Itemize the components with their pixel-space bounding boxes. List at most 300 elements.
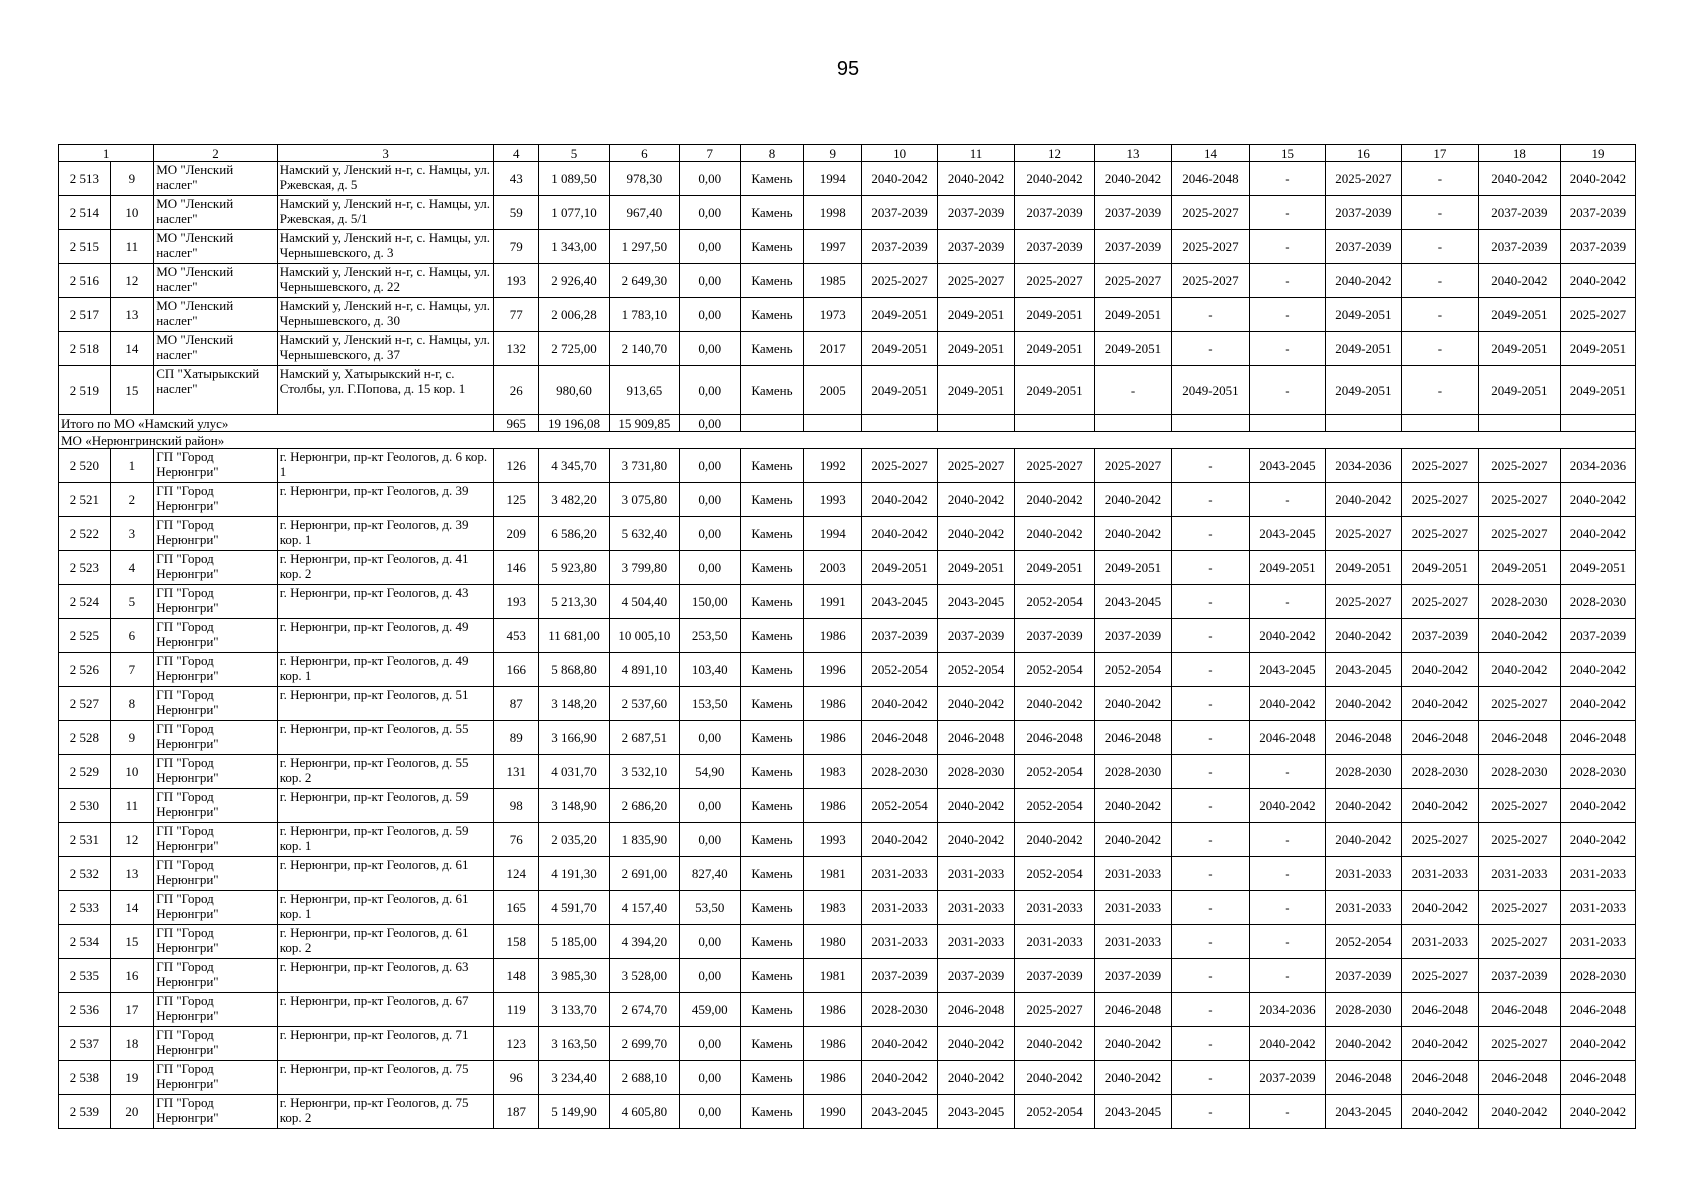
table-cell: 2049-2051	[1095, 298, 1172, 332]
table-cell: Камень	[740, 366, 804, 415]
table-cell: г. Нерюнгри, пр-кт Геологов, д. 59	[277, 789, 494, 823]
table-cell: 2031-2033	[1325, 891, 1401, 925]
table-cell: 2028-2030	[1325, 755, 1401, 789]
table-cell: 2040-2042	[1401, 653, 1478, 687]
table-cell: 2052-2054	[1015, 585, 1095, 619]
table-cell: 150,00	[679, 585, 740, 619]
page-number: 95	[836, 58, 860, 80]
table-cell: 2025-2027	[1478, 925, 1560, 959]
table-cell: 4 504,40	[609, 585, 679, 619]
column-number-header: 7	[679, 145, 740, 162]
table-cell: 2052-2054	[1015, 789, 1095, 823]
table-cell: ГП "Город Нерюнгри"	[154, 687, 278, 721]
table-cell: 2037-2039	[1325, 196, 1401, 230]
table-cell: Камень	[740, 517, 804, 551]
table-row	[59, 298, 1636, 332]
table-cell: 2040-2042	[1015, 1061, 1095, 1095]
table-cell: 2049-2051	[1015, 332, 1095, 366]
table-cell: 2040-2042	[1325, 264, 1401, 298]
table-cell: 2049-2051	[1015, 551, 1095, 585]
empty-cell	[1560, 415, 1635, 432]
table-cell: 5 923,80	[539, 551, 610, 585]
table-cell: ГП "Город Нерюнгри"	[154, 891, 278, 925]
table-cell: Намский у, Ленский н-г, с. Намцы, ул. Ржевская, д. 5/1	[277, 196, 494, 230]
table-cell: г. Нерюнгри, пр-кт Геологов, д. 55 кор. 2	[277, 755, 494, 789]
table-row	[59, 230, 1636, 264]
table-cell: 2040-2042	[862, 517, 938, 551]
table-cell: 2031-2033	[1560, 857, 1635, 891]
table-cell: ГП "Город Нерюнгри"	[154, 483, 278, 517]
table-cell: 2025-2027	[1325, 162, 1401, 196]
table-cell: г. Нерюнгри, пр-кт Геологов, д. 39	[277, 483, 494, 517]
table-cell: 2046-2048	[1560, 1061, 1635, 1095]
table-cell: 2 699,70	[609, 1027, 679, 1061]
table-cell: 2040-2042	[1560, 823, 1635, 857]
table-cell: 2040-2042	[938, 1027, 1015, 1061]
table-cell: -	[1171, 755, 1249, 789]
table-cell: 2031-2033	[938, 891, 1015, 925]
table-cell: г. Нерюнгри, пр-кт Геологов, д. 67	[277, 993, 494, 1027]
table-cell: 2040-2042	[1325, 789, 1401, 823]
table-cell: -	[1171, 653, 1249, 687]
table-cell: Намский у, Хатырыкский н-г, с. Столбы, ул. Г.Попова, д. 15 кор. 1	[277, 366, 494, 415]
table-cell: 2040-2042	[1560, 687, 1635, 721]
table-cell: 0,00	[679, 230, 740, 264]
table-row	[59, 619, 1636, 653]
table-cell: г. Нерюнгри, пр-кт Геологов, д. 59 кор. 1	[277, 823, 494, 857]
table-cell: 2037-2039	[1560, 196, 1635, 230]
table-cell: 2037-2039	[938, 619, 1015, 653]
column-number-header: 15	[1249, 145, 1325, 162]
table-cell: 3 731,80	[609, 449, 679, 483]
table-cell: 18	[110, 1027, 154, 1061]
table-cell: 2040-2042	[938, 162, 1015, 196]
table-cell: -	[1401, 264, 1478, 298]
table-cell: 2 527	[59, 687, 111, 721]
table-cell: 2037-2039	[1015, 959, 1095, 993]
table-cell: 2037-2039	[1560, 619, 1635, 653]
table-cell: 2037-2039	[1478, 196, 1560, 230]
table-cell: 2034-2036	[1560, 449, 1635, 483]
table-cell: 2025-2027	[862, 264, 938, 298]
table-cell: ГП "Город Нерюнгри"	[154, 959, 278, 993]
table-cell: -	[1171, 449, 1249, 483]
table-cell: 253,50	[679, 619, 740, 653]
table-cell: 2052-2054	[862, 653, 938, 687]
table-cell: Намский у, Ленский н-г, с. Намцы, ул. Ржевская, д. 5	[277, 162, 494, 196]
table-cell: 2037-2039	[1015, 196, 1095, 230]
table-cell: -	[1401, 230, 1478, 264]
table-cell: 2046-2048	[1560, 721, 1635, 755]
table-cell: 2025-2027	[938, 449, 1015, 483]
table-cell: 4	[110, 551, 154, 585]
table-cell: 2031-2033	[1325, 857, 1401, 891]
table-cell: 2049-2051	[938, 298, 1015, 332]
table-cell: 79	[494, 230, 539, 264]
table-cell: 3	[110, 517, 154, 551]
table-cell: 1 343,00	[539, 230, 610, 264]
table-cell: 2 536	[59, 993, 111, 1027]
table-cell: 2031-2033	[938, 925, 1015, 959]
table-cell: 10 005,10	[609, 619, 679, 653]
column-number-header: 16	[1325, 145, 1401, 162]
empty-cell	[804, 415, 862, 432]
table-cell: 2025-2027	[1478, 823, 1560, 857]
section-title: МО «Нерюнгринский район»	[59, 432, 1636, 449]
table-cell: 2040-2042	[1560, 264, 1635, 298]
table-cell: 77	[494, 298, 539, 332]
table-cell: 2037-2039	[1401, 619, 1478, 653]
table-cell: ГП "Город Нерюнгри"	[154, 517, 278, 551]
table-cell: 2040-2042	[1015, 517, 1095, 551]
table-cell: 2040-2042	[1478, 619, 1560, 653]
column-number-header: 8	[740, 145, 804, 162]
table-cell: ГП "Город Нерюнгри"	[154, 857, 278, 891]
table-cell: 2040-2042	[862, 162, 938, 196]
table-cell: 2040-2042	[1095, 789, 1172, 823]
table-cell: 2 514	[59, 196, 111, 230]
table-cell: 2043-2045	[938, 585, 1015, 619]
table-cell: 0,00	[679, 483, 740, 517]
table-cell: -	[1401, 332, 1478, 366]
table-cell: 2 518	[59, 332, 111, 366]
table-cell: 1983	[804, 755, 862, 789]
table-cell: Намский у, Ленский н-г, с. Намцы, ул. Чернышевского, д. 3	[277, 230, 494, 264]
table-cell: 2040-2042	[938, 823, 1015, 857]
table-cell: 1986	[804, 619, 862, 653]
table-cell: 5 632,40	[609, 517, 679, 551]
table-cell: 1 077,10	[539, 196, 610, 230]
table-cell: 2040-2042	[1095, 823, 1172, 857]
table-cell: 17	[110, 993, 154, 1027]
table-cell: 3 234,40	[539, 1061, 610, 1095]
table-cell: 2 649,30	[609, 264, 679, 298]
table-row	[59, 653, 1636, 687]
table-cell: -	[1171, 891, 1249, 925]
summary-value: 0,00	[679, 415, 740, 432]
table-cell: 2025-2027	[1478, 449, 1560, 483]
table-row	[59, 959, 1636, 993]
table-cell: 2031-2033	[1095, 891, 1172, 925]
table-cell: 2037-2039	[1015, 619, 1095, 653]
table-cell: 2049-2051	[1015, 298, 1095, 332]
table-cell: 1986	[804, 1027, 862, 1061]
table-cell: 2040-2042	[1401, 891, 1478, 925]
table-cell: 2046-2048	[1171, 162, 1249, 196]
table-cell: г. Нерюнгри, пр-кт Геологов, д. 75	[277, 1061, 494, 1095]
table-cell: 2025-2027	[1015, 449, 1095, 483]
summary-value: 19 196,08	[539, 415, 610, 432]
table-cell: ГП "Город Нерюнгри"	[154, 755, 278, 789]
table-cell: 158	[494, 925, 539, 959]
table-cell: 89	[494, 721, 539, 755]
table-cell: 2043-2045	[1095, 585, 1172, 619]
table-cell: 2049-2051	[862, 551, 938, 585]
table-cell: 2031-2033	[1560, 925, 1635, 959]
table-cell: 148	[494, 959, 539, 993]
table-cell: 2049-2051	[1325, 332, 1401, 366]
table-cell: 96	[494, 1061, 539, 1095]
table-cell: 2 515	[59, 230, 111, 264]
table-cell: 2040-2042	[938, 517, 1015, 551]
table-cell: 2 532	[59, 857, 111, 891]
table-cell: 13	[110, 298, 154, 332]
table-cell: 5	[110, 585, 154, 619]
table-cell: 2028-2030	[1560, 755, 1635, 789]
table-cell: 2025-2027	[1401, 823, 1478, 857]
table-cell: Камень	[740, 196, 804, 230]
table-cell: Камень	[740, 1095, 804, 1129]
table-cell: 3 528,00	[609, 959, 679, 993]
table-cell: 3 075,80	[609, 483, 679, 517]
table-cell: 2025-2027	[1478, 687, 1560, 721]
table-cell: Камень	[740, 264, 804, 298]
table-cell: 2040-2042	[1401, 1095, 1478, 1129]
table-cell: 2040-2042	[1095, 162, 1172, 196]
table-cell: 2 529	[59, 755, 111, 789]
table-cell: Намский у, Ленский н-г, с. Намцы, ул. Чернышевского, д. 22	[277, 264, 494, 298]
table-cell: 2037-2039	[1095, 196, 1172, 230]
table-cell: 978,30	[609, 162, 679, 196]
table-row	[59, 162, 1636, 196]
table-cell: ГП "Город Нерюнгри"	[154, 993, 278, 1027]
table-cell: 0,00	[679, 925, 740, 959]
column-number-header: 17	[1401, 145, 1478, 162]
table-cell: 1983	[804, 891, 862, 925]
table-cell: 2043-2045	[862, 585, 938, 619]
table-cell: 1 835,90	[609, 823, 679, 857]
table-cell: 2049-2051	[862, 366, 938, 415]
table-cell: -	[1095, 366, 1172, 415]
table-cell: 2031-2033	[1478, 857, 1560, 891]
table-cell: 0,00	[679, 449, 740, 483]
table-cell: Камень	[740, 959, 804, 993]
table-cell: 2031-2033	[1401, 925, 1478, 959]
table-cell: 2037-2039	[862, 619, 938, 653]
table-cell: -	[1401, 366, 1478, 415]
table-cell: 2040-2042	[862, 483, 938, 517]
table-cell: г. Нерюнгри, пр-кт Геологов, д. 49	[277, 619, 494, 653]
table-cell: -	[1249, 366, 1325, 415]
column-number-header: 5	[539, 145, 610, 162]
table-cell: 2046-2048	[1401, 993, 1478, 1027]
summary-value: 15 909,85	[609, 415, 679, 432]
table-cell: 2040-2042	[1015, 1027, 1095, 1061]
table-cell: 0,00	[679, 959, 740, 993]
table-row	[59, 264, 1636, 298]
table-cell: Камень	[740, 551, 804, 585]
table-row	[59, 823, 1636, 857]
table-cell: 5 213,30	[539, 585, 610, 619]
table-cell: 3 148,20	[539, 687, 610, 721]
column-number-header: 10	[862, 145, 938, 162]
table-cell: 2037-2039	[1095, 619, 1172, 653]
table-cell: г. Нерюнгри, пр-кт Геологов, д. 71	[277, 1027, 494, 1061]
table-cell: 12	[110, 264, 154, 298]
table-cell: -	[1249, 823, 1325, 857]
table-cell: 2025-2027	[1171, 230, 1249, 264]
table-cell: 9	[110, 721, 154, 755]
table-cell: 5 149,90	[539, 1095, 610, 1129]
table-cell: -	[1171, 823, 1249, 857]
table-cell: 2049-2051	[1560, 366, 1635, 415]
table-row	[59, 891, 1636, 925]
table-cell: 2040-2042	[1401, 1027, 1478, 1061]
table-cell: 14	[110, 891, 154, 925]
table-cell: 2040-2042	[1095, 1027, 1172, 1061]
table-cell: -	[1249, 230, 1325, 264]
table-cell: 59	[494, 196, 539, 230]
table-cell: 2040-2042	[1249, 1027, 1325, 1061]
table-cell: 2037-2039	[1478, 959, 1560, 993]
table-cell: 2049-2051	[1478, 551, 1560, 585]
table-cell: 2037-2039	[938, 230, 1015, 264]
empty-cell	[1478, 415, 1560, 432]
table-cell: 2049-2051	[1325, 366, 1401, 415]
table-cell: 2 140,70	[609, 332, 679, 366]
table-cell: 1	[110, 449, 154, 483]
table-cell: 2049-2051	[862, 298, 938, 332]
table-cell: 125	[494, 483, 539, 517]
table-cell: ГП "Город Нерюнгри"	[154, 925, 278, 959]
table-cell: 2049-2051	[1478, 332, 1560, 366]
table-cell: 2 528	[59, 721, 111, 755]
table-cell: Намский у, Ленский н-г, с. Намцы, ул. Чернышевского, д. 37	[277, 332, 494, 366]
table-cell: 4 031,70	[539, 755, 610, 789]
table-cell: СП "Хатырыкский наслег"	[154, 366, 278, 415]
table-row	[59, 449, 1636, 483]
table-cell: ГП "Город Нерюнгри"	[154, 721, 278, 755]
table-cell: -	[1249, 332, 1325, 366]
table-cell: 166	[494, 653, 539, 687]
table-cell: 2025-2027	[1325, 585, 1401, 619]
table-cell: 11	[110, 789, 154, 823]
table-row	[59, 1027, 1636, 1061]
table-cell: 2025-2027	[1478, 789, 1560, 823]
table-cell: 98	[494, 789, 539, 823]
table-cell: Камень	[740, 162, 804, 196]
table-cell: 2046-2048	[1095, 721, 1172, 755]
table-cell: Камень	[740, 755, 804, 789]
table-cell: 2049-2051	[1478, 298, 1560, 332]
table-cell: ГП "Город Нерюнгри"	[154, 789, 278, 823]
table-cell: 9	[110, 162, 154, 196]
column-number-header: 14	[1171, 145, 1249, 162]
table-cell: МО "Ленский наслег"	[154, 264, 278, 298]
table-cell: Камень	[740, 721, 804, 755]
table-cell: -	[1249, 298, 1325, 332]
table-cell: г. Нерюнгри, пр-кт Геологов, д. 39 кор. 1	[277, 517, 494, 551]
table-cell: -	[1171, 925, 1249, 959]
table-cell: Камень	[740, 687, 804, 721]
table-cell: 2031-2033	[1095, 925, 1172, 959]
table-cell: 2028-2030	[1095, 755, 1172, 789]
table-cell: Камень	[740, 298, 804, 332]
table-cell: ГП "Город Нерюнгри"	[154, 1095, 278, 1129]
table-cell: 2025-2027	[1171, 264, 1249, 298]
table-cell: 2025-2027	[1095, 449, 1172, 483]
table-cell: 2037-2039	[1249, 1061, 1325, 1095]
table-cell: -	[1249, 264, 1325, 298]
table-cell: 2025-2027	[1015, 993, 1095, 1027]
table-cell: 2037-2039	[1560, 230, 1635, 264]
table-cell: 2025-2027	[1478, 1027, 1560, 1061]
table-cell: 2037-2039	[1325, 230, 1401, 264]
table-cell: Камень	[740, 1061, 804, 1095]
table-cell: 3 482,20	[539, 483, 610, 517]
table-cell: 2049-2051	[1095, 332, 1172, 366]
table-cell: -	[1249, 891, 1325, 925]
table-cell: 2040-2042	[1401, 687, 1478, 721]
table-cell: 2 691,00	[609, 857, 679, 891]
table-cell: 2 513	[59, 162, 111, 196]
header-row	[59, 145, 1636, 162]
table-cell: 5 868,80	[539, 653, 610, 687]
table-cell: ГП "Город Нерюнгри"	[154, 449, 278, 483]
table-cell: 2046-2048	[1401, 1061, 1478, 1095]
column-number-header: 18	[1478, 145, 1560, 162]
table-cell: 2031-2033	[938, 857, 1015, 891]
table-cell: 2046-2048	[938, 721, 1015, 755]
table-cell: 1997	[804, 230, 862, 264]
table-cell: 0,00	[679, 551, 740, 585]
table-cell: 131	[494, 755, 539, 789]
table-cell: -	[1249, 585, 1325, 619]
table-cell: 2005	[804, 366, 862, 415]
table-cell: г. Нерюнгри, пр-кт Геологов, д. 75 кор. 2	[277, 1095, 494, 1129]
table-cell: -	[1171, 959, 1249, 993]
table-cell: 10	[110, 196, 154, 230]
table-cell: 123	[494, 1027, 539, 1061]
table-cell: -	[1171, 332, 1249, 366]
table-cell: 2049-2051	[938, 366, 1015, 415]
table-cell: 2028-2030	[1478, 585, 1560, 619]
table-cell: г. Нерюнгри, пр-кт Геологов, д. 41 кор. 2	[277, 551, 494, 585]
table-cell: ГП "Город Нерюнгри"	[154, 823, 278, 857]
table-cell: г. Нерюнгри, пр-кт Геологов, д. 43	[277, 585, 494, 619]
table-cell: 43	[494, 162, 539, 196]
column-number-header: 13	[1095, 145, 1172, 162]
table-cell: 2037-2039	[938, 959, 1015, 993]
table-cell: 13	[110, 857, 154, 891]
table-cell: 2049-2051	[1095, 551, 1172, 585]
table-cell: 2040-2042	[1478, 653, 1560, 687]
table-cell: -	[1249, 925, 1325, 959]
table-cell: 193	[494, 585, 539, 619]
table-cell: -	[1401, 298, 1478, 332]
table-cell: 193	[494, 264, 539, 298]
table-cell: 2049-2051	[1325, 298, 1401, 332]
table-cell: 1 297,50	[609, 230, 679, 264]
table-cell: 4 191,30	[539, 857, 610, 891]
table-cell: 19	[110, 1061, 154, 1095]
table-cell: 0,00	[679, 1061, 740, 1095]
table-cell: 2025-2027	[862, 449, 938, 483]
table-cell: 2 524	[59, 585, 111, 619]
table-cell: 2 537,60	[609, 687, 679, 721]
table-cell: 1 089,50	[539, 162, 610, 196]
table-cell: 11	[110, 230, 154, 264]
table-cell: -	[1171, 483, 1249, 517]
table-cell: 2037-2039	[1478, 230, 1560, 264]
table-cell: 3 532,10	[609, 755, 679, 789]
table-cell: 2 530	[59, 789, 111, 823]
table-cell: ГП "Город Нерюнгри"	[154, 551, 278, 585]
table-cell: 4 345,70	[539, 449, 610, 483]
table-cell: 3 799,80	[609, 551, 679, 585]
table-cell: Камень	[740, 230, 804, 264]
table-cell: 2049-2051	[938, 332, 1015, 366]
